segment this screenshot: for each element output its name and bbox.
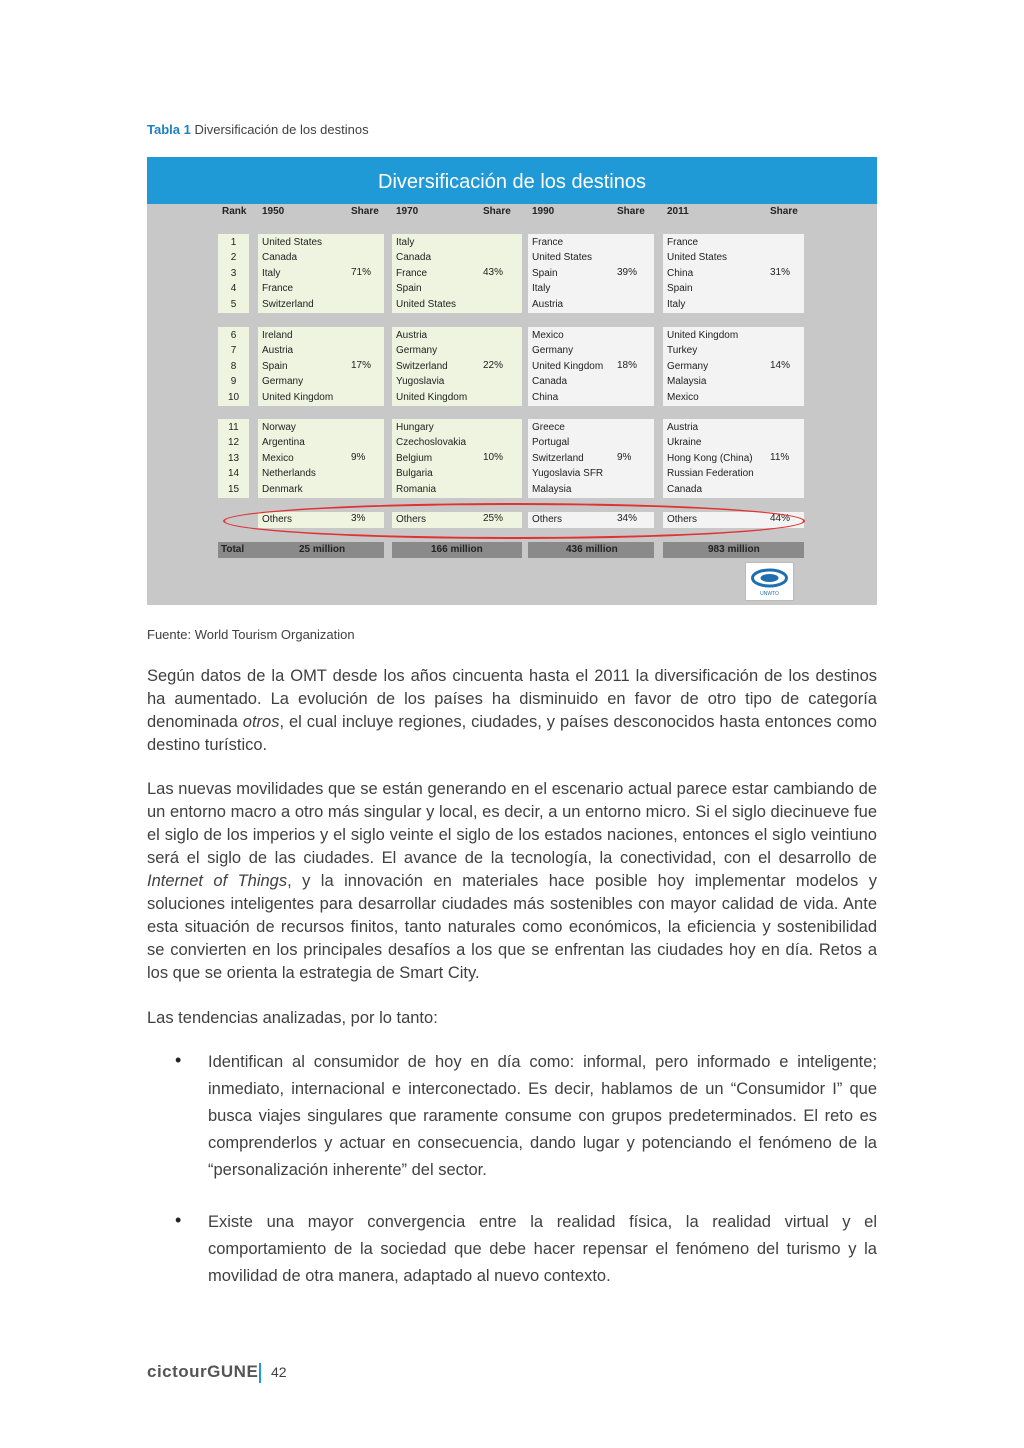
share-cell: 9% <box>351 452 366 463</box>
country-cell: Italy <box>667 298 686 310</box>
col-2011-group-3 <box>663 419 804 498</box>
country-cell: Spain <box>532 267 558 279</box>
country-cell: Hong Kong (China) <box>667 452 753 464</box>
country-cell: Spain <box>262 360 288 372</box>
share-cell: 71% <box>351 267 372 278</box>
country-cell: Germany <box>262 376 304 388</box>
country-cell: Italy <box>396 237 415 248</box>
country-cell: Ireland <box>262 330 293 341</box>
col-1950-group-3 <box>258 419 384 498</box>
header-share-2011: Share <box>770 206 798 217</box>
rank-group-3 <box>218 419 249 498</box>
total-1990: 436 million <box>566 544 618 555</box>
others-cell: Others <box>667 514 698 525</box>
total-1970: 166 million <box>431 544 483 555</box>
country-cell: United Kingdom <box>532 360 604 372</box>
country-cell: Mexico <box>532 330 564 341</box>
header-share-1990: Share <box>617 206 645 217</box>
rank-cell: 6 <box>230 330 237 341</box>
unwto-emblem-icon <box>746 563 793 600</box>
share-cell: 14% <box>770 360 791 371</box>
destinations-figure <box>147 157 877 605</box>
header-2011: 2011 <box>667 206 689 217</box>
footer-divider <box>259 1363 261 1383</box>
p2-emphasis: Internet of Things <box>147 872 288 890</box>
country-cell: Portugal <box>532 437 570 449</box>
col-2011-group-1 <box>663 234 804 313</box>
country-cell: Belgium <box>396 452 433 464</box>
country-cell: Canada <box>667 483 703 495</box>
country-cell: Austria <box>396 330 428 341</box>
country-cell: United Kingdom <box>667 330 739 341</box>
country-cell: Malaysia <box>532 483 572 495</box>
country-cell: France <box>532 237 564 248</box>
country-cell: Austria <box>262 345 294 357</box>
col-1950-group-1 <box>258 234 384 313</box>
figure-source: Fuente: World Tourism Organization <box>147 627 355 642</box>
col-1950-group-2 <box>258 327 384 406</box>
logo-text: UNWTO <box>760 591 779 597</box>
country-cell: Denmark <box>262 483 303 495</box>
rank-cell: 11 <box>228 422 239 433</box>
col-1970-group-1 <box>392 234 522 313</box>
page-number: 42 <box>271 1364 287 1380</box>
country-cell: Malaysia <box>667 376 707 388</box>
share-cell: 25% <box>483 513 504 524</box>
figure-banner: Diversificación de los destinos <box>147 157 877 204</box>
country-cell: Germany <box>667 360 709 372</box>
col-1990-group-2 <box>528 327 654 406</box>
header-1970: 1970 <box>396 206 419 217</box>
share-cell: 44% <box>770 513 791 524</box>
country-cell: Ukraine <box>667 437 702 449</box>
country-cell: China <box>667 267 694 279</box>
country-cell: Germany <box>396 345 438 357</box>
country-cell: Mexico <box>262 452 294 464</box>
header-share-1950: Share <box>351 206 379 217</box>
country-cell: France <box>396 267 428 279</box>
country-cell: Canada <box>532 376 568 388</box>
country-cell: United States <box>667 252 728 264</box>
country-cell: Germany <box>532 345 574 357</box>
p1-emphasis: otros <box>242 713 280 731</box>
country-cell: Spain <box>667 283 693 295</box>
country-cell: Mexico <box>667 391 699 403</box>
p2-text-a: Las nuevas movilidades que se están generando en el escenario actual parece estar cambiando de un entorno macro a otro más singular y local, es decir, a un entorno micro. Si el siglo diecinueve fue el siglo de los imperios y el siglo veinte el siglo de los estados naciones, entonces el siglo veintiuno será el siglo de las ciudades. El avance de la tecnología, la conectividad, con el desarrollo de <box>147 780 877 867</box>
rank-cell: 15 <box>227 483 240 495</box>
country-cell: Turkey <box>667 345 698 357</box>
bullet-dot-icon: • <box>175 1050 182 1070</box>
country-cell: Spain <box>396 283 422 295</box>
rank-cell: 3 <box>230 267 237 279</box>
country-cell: Netherlands <box>262 468 316 480</box>
country-cell: China <box>532 391 559 403</box>
rank-cell: 10 <box>227 391 240 403</box>
rank-group-2 <box>218 327 249 406</box>
share-cell: 3% <box>351 513 366 524</box>
country-cell: Austria <box>667 422 699 433</box>
country-cell: United Kingdom <box>262 391 334 403</box>
country-cell: France <box>262 283 294 295</box>
share-cell: 9% <box>617 452 632 463</box>
caption-text: Diversificación de los destinos <box>194 122 369 137</box>
unwto-logo <box>745 562 794 601</box>
others-highlight-oval <box>223 503 805 539</box>
rank-cell: 1 <box>230 237 237 248</box>
share-cell: 39% <box>617 267 638 278</box>
col-1970-group-2 <box>392 327 522 406</box>
p2-text-b: , y la innovación en materiales hace posible hoy implementar modelos y soluciones inteligentes para desarrollar ciudades más sostenibles con mayor calidad de vida. Ante esta situación de recursos finitos, tanto naturales como económicos, la eficiencia y sostenibilidad se convierten en los principales desafíos a los que se enfrentan las ciudades hoy en día. Retos a los que se orienta la estrategia de Smart City. <box>147 872 877 982</box>
country-cell: France <box>667 237 699 248</box>
total-1950: 25 million <box>299 544 346 555</box>
rank-cell: 13 <box>227 452 240 464</box>
header-rank: Rank <box>222 206 247 217</box>
share-cell: 10% <box>483 452 504 463</box>
rank-cell: 4 <box>230 283 237 295</box>
list-item: Existe una mayor convergencia entre la realidad física, la realidad virtual y el comportamiento de la sociedad que debe hacer repensar el fenómeno del turismo y la movilidad de otra manera, adaptado al nuevo contexto. <box>208 1213 877 1285</box>
paragraph-2 <box>147 778 877 985</box>
col-2011-group-2 <box>663 327 804 406</box>
country-cell: Italy <box>532 283 551 295</box>
share-cell: 31% <box>770 267 791 278</box>
col-1990-group-3 <box>528 419 654 498</box>
share-cell: 22% <box>483 360 504 371</box>
country-cell: Italy <box>262 267 281 279</box>
country-cell: Switzerland <box>396 360 448 372</box>
list-item: Identifican al consumidor de hoy en día como: informal, pero informado e inteligente; inmediato, internacional e interconectado. Es decir, hablamos de un “Consumidor I” que busca viajes singulares que raramente consume con grupos predeterminados. El reto es comprenderlos y actuar en consecuencia, dando lugar y potenciando el fenómeno de la “personalización inherente” del sector. <box>208 1053 877 1179</box>
rank-cell: 12 <box>227 437 240 449</box>
country-cell: Argentina <box>262 437 305 449</box>
country-cell: Yugoslavia <box>396 376 445 388</box>
others-cell: Others <box>262 514 293 525</box>
bullet-dot-icon: • <box>175 1210 182 1230</box>
country-cell: United States <box>532 252 593 264</box>
rank-cell: 9 <box>230 376 237 388</box>
country-cell: Austria <box>532 298 564 310</box>
others-cell: Others <box>532 514 563 525</box>
country-cell: Russian Federation <box>667 468 754 480</box>
total-label: Total <box>221 544 245 555</box>
country-cell: Bulgaria <box>396 468 433 480</box>
col-1970-group-3 <box>392 419 522 498</box>
country-cell: Switzerland <box>532 452 584 464</box>
p1-text-b: , el cual incluye regiones, ciudades, y países desconocidos hasta entonces como destino turístico. <box>147 713 877 754</box>
header-1990: 1990 <box>532 206 555 217</box>
col-1990-group-1 <box>528 234 654 313</box>
header-share-1970: Share <box>483 206 511 217</box>
rank-cell: 14 <box>227 468 240 480</box>
share-cell: 17% <box>351 360 372 371</box>
country-cell: United Kingdom <box>396 391 468 403</box>
country-cell: Hungary <box>396 422 434 433</box>
header-1950: 1950 <box>262 206 285 217</box>
share-cell: 34% <box>617 513 638 524</box>
country-cell: Czechoslovakia <box>396 437 467 449</box>
share-cell: 11% <box>770 452 790 463</box>
country-cell: United States <box>396 298 457 310</box>
p1-text-a: Según datos de la OMT desde los años cincuenta hasta el 2011 la diversificación de los destinos ha aumentado. La evolución de los países ha disminuido en favor de otro tipo de categoría denominada <box>147 667 877 731</box>
brand-logo: cictourGUNE <box>147 1362 259 1381</box>
country-cell: Greece <box>532 422 565 433</box>
country-cell: Canada <box>396 252 432 264</box>
table-caption <box>147 122 369 137</box>
caption-label: Tabla 1 <box>147 122 191 137</box>
country-cell: Switzerland <box>262 298 314 310</box>
total-2011: 983 million <box>708 544 760 555</box>
share-cell: 43% <box>483 267 504 278</box>
others-cell: Others <box>396 514 427 525</box>
rank-cell: 7 <box>230 345 237 357</box>
share-cell: 18% <box>617 360 638 371</box>
country-cell: Norway <box>262 422 296 433</box>
rank-cell: 2 <box>230 252 237 264</box>
rank-cell: 8 <box>230 360 237 372</box>
country-cell: Canada <box>262 252 298 264</box>
rank-group-1 <box>218 234 249 313</box>
rank-cell: 5 <box>230 298 237 310</box>
paragraph-3: Las tendencias analizadas, por lo tanto: <box>147 1009 438 1027</box>
paragraph-1 <box>147 665 877 757</box>
country-cell: Romania <box>396 483 437 495</box>
country-cell: United States <box>262 237 323 248</box>
country-cell: Yugoslavia SFR <box>532 468 604 480</box>
